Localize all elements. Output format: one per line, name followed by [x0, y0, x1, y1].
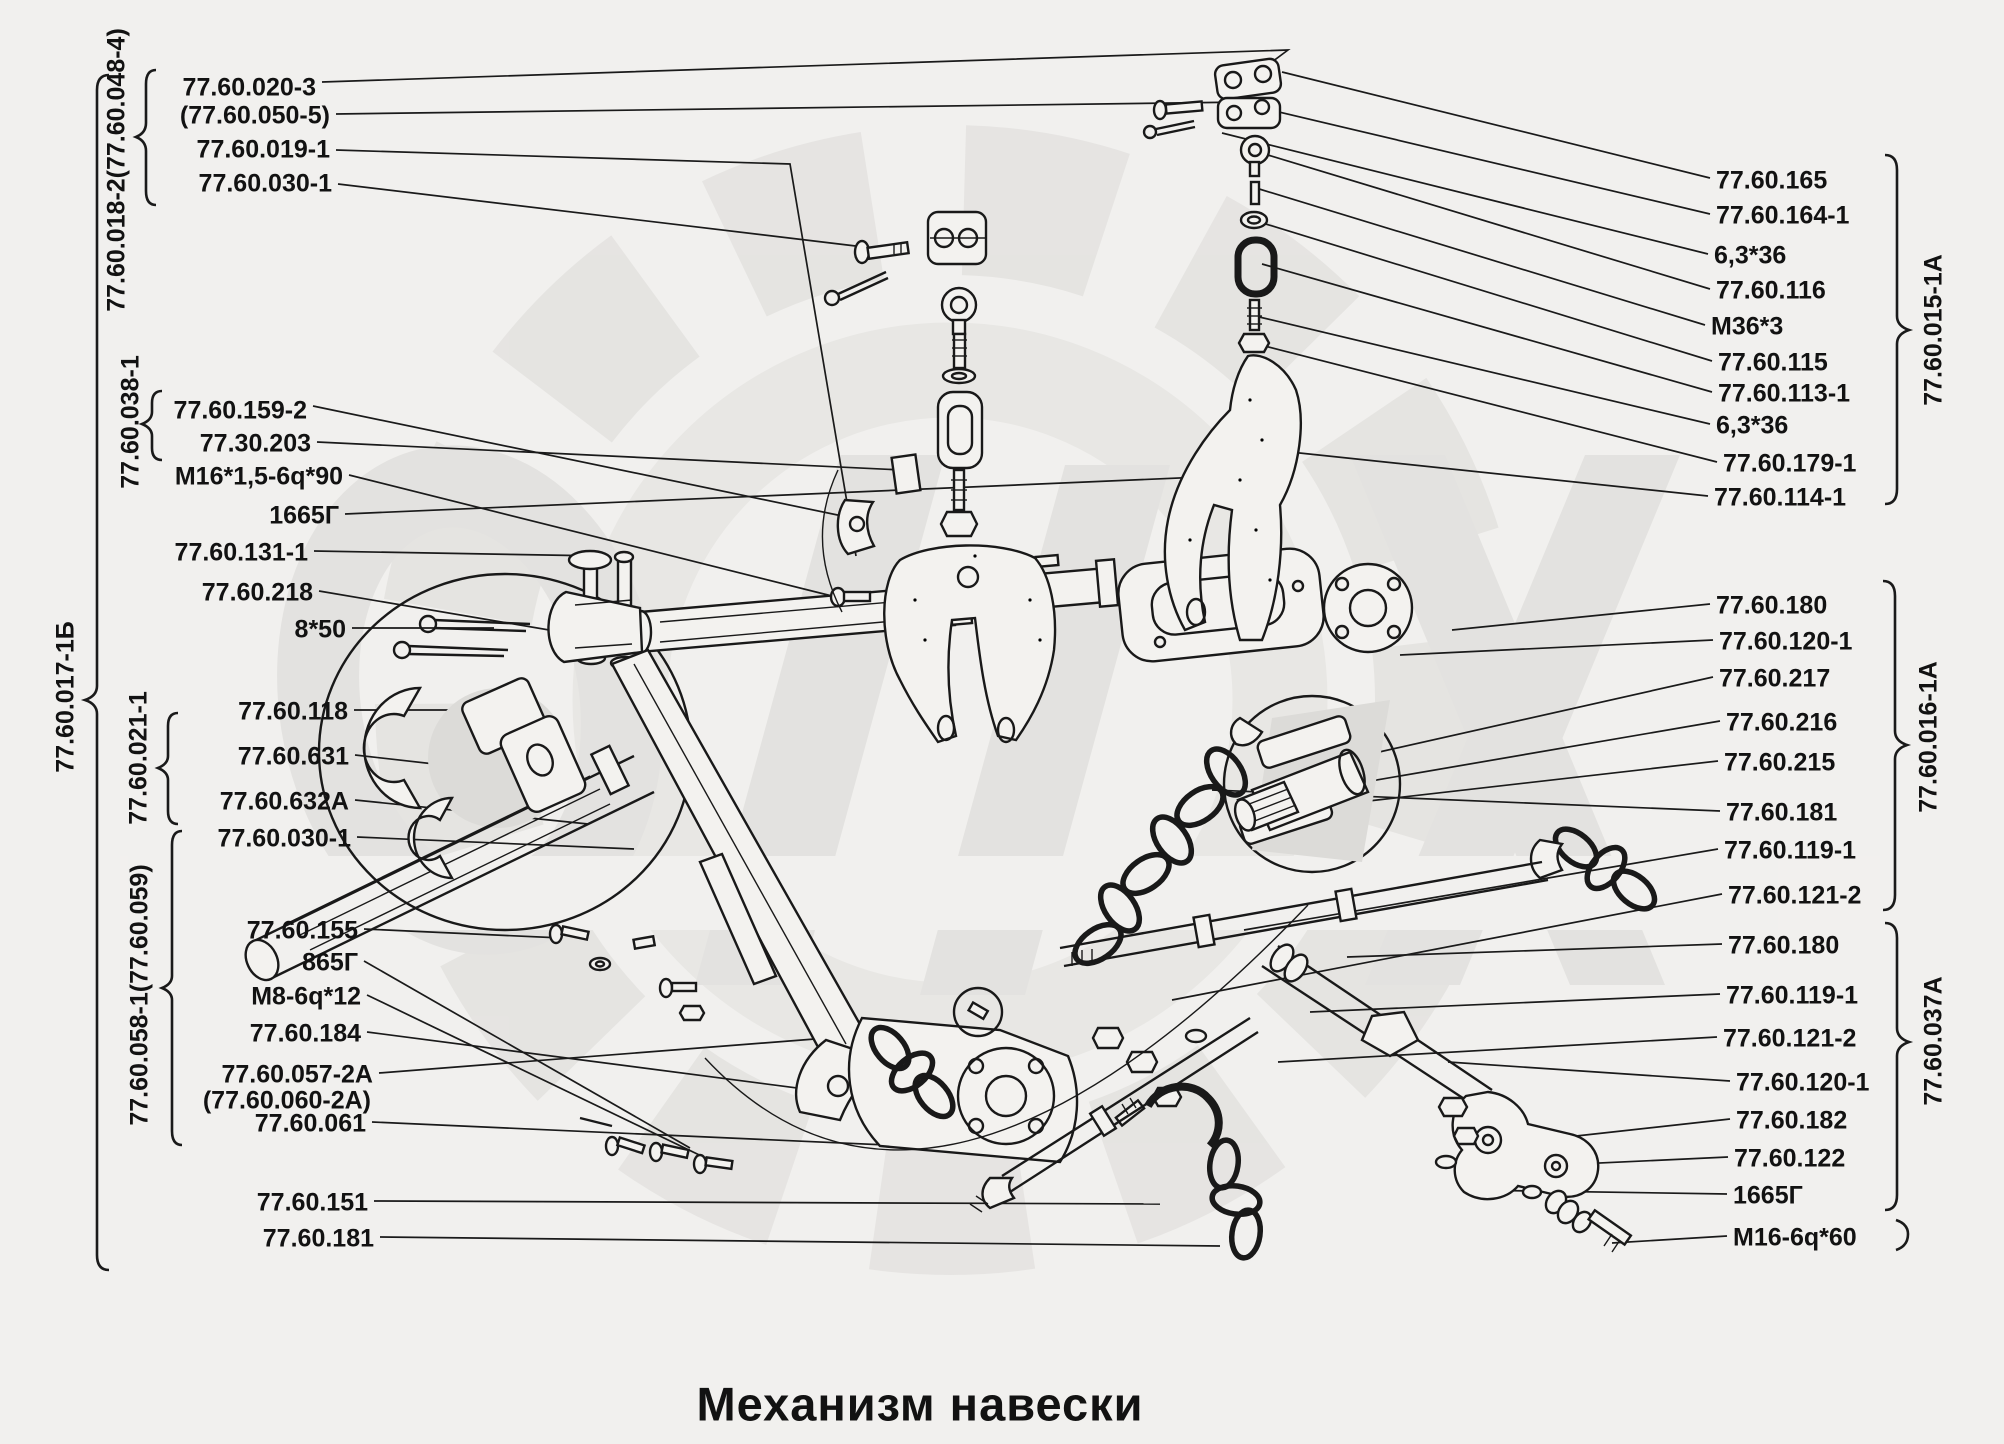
part-label: М36*3	[1711, 312, 1784, 341]
part-label: 77.60.155	[246, 916, 358, 945]
part-label: 77.60.114-1	[1714, 483, 1847, 512]
part-label: М16-6q*60	[1733, 1223, 1857, 1252]
part-label: М8-6q*12	[251, 982, 361, 1011]
part-label: 77.60.632А	[219, 787, 349, 816]
part-label: 77.60.119-1	[1726, 981, 1859, 1010]
part-label: 77.60.218	[201, 578, 313, 607]
part-label: 6,3*36	[1714, 241, 1787, 270]
part-label: 77.60.217	[1719, 664, 1831, 693]
group-label: 77.60.037А	[1919, 976, 1948, 1106]
part-label: 77.60.165	[1716, 166, 1828, 195]
group-label: 77.60.016-1А	[1914, 661, 1943, 813]
part-label: 77.60.216	[1726, 708, 1838, 737]
part-label: 77.60.164-1	[1716, 201, 1850, 230]
group-label: 77.60.038-1	[116, 355, 145, 489]
part-label: 1665Г	[269, 501, 339, 530]
part-label: 77.60.119-1	[1724, 836, 1857, 865]
part-label: 77.60.057-2А	[221, 1060, 373, 1089]
group-label: 77.60.018-2(77.60.048-4)	[102, 28, 131, 312]
part-label: 77.60.030-1	[198, 169, 332, 198]
group-label: 77.60.058-1(77.60.059)	[125, 864, 154, 1126]
part-label: 77.60.116	[1716, 276, 1826, 305]
group-label: 77.60.021-1	[124, 691, 153, 825]
anchor-bracket	[1436, 1092, 1631, 1252]
part-label: 77.60.020-3	[182, 73, 316, 102]
part-label: 6,3*36	[1716, 411, 1789, 440]
part-label: 77.60.179-1	[1723, 449, 1857, 478]
part-label: 77.60.151	[256, 1188, 368, 1217]
part-label: М16*1,5-6q*90	[174, 462, 343, 491]
part-label: 77.60.019-1	[196, 135, 330, 164]
part-label: 77.60.182	[1736, 1106, 1848, 1135]
group-label: 77.60.015-1А	[1919, 254, 1948, 406]
part-label: 1665Г	[1733, 1181, 1803, 1210]
part-label: (77.60.060-2А)	[202, 1086, 371, 1115]
part-label: 77.60.122	[1734, 1144, 1846, 1173]
part-label: 77.60.180	[1716, 591, 1828, 620]
part-label: 77.60.030-1	[217, 824, 351, 853]
group-label: 77.60.017-1Б	[51, 621, 80, 773]
part-label: 77.60.181	[262, 1224, 374, 1253]
part-label: 77.60.120-1	[1719, 627, 1853, 656]
part-label: 77.60.631	[237, 742, 349, 771]
part-label: 8*50	[294, 615, 346, 644]
part-label: 77.60.184	[249, 1019, 361, 1048]
part-label: 77.60.121-2	[1728, 881, 1862, 910]
part-label: 77.60.061	[254, 1109, 366, 1138]
part-label: 77.60.215	[1724, 748, 1836, 777]
part-label: 77.60.120-1	[1736, 1068, 1870, 1097]
part-label: 77.60.180	[1728, 931, 1840, 960]
part-label: 77.60.159-2	[173, 396, 307, 425]
part-label: 77.60.118	[238, 697, 348, 726]
part-label: 77.60.181	[1726, 798, 1838, 827]
part-label: 77.30.203	[199, 429, 311, 458]
part-label: 865Г	[302, 948, 358, 977]
part-label: 77.60.131-1	[174, 538, 308, 567]
part-label: (77.60.050-5)	[179, 101, 330, 130]
part-label: 77.60.121-2	[1723, 1024, 1857, 1053]
drawing-title: Механизм навески	[696, 1377, 1144, 1431]
part-label: 77.60.113-1	[1718, 379, 1851, 408]
part-label: 77.60.115	[1718, 348, 1828, 377]
